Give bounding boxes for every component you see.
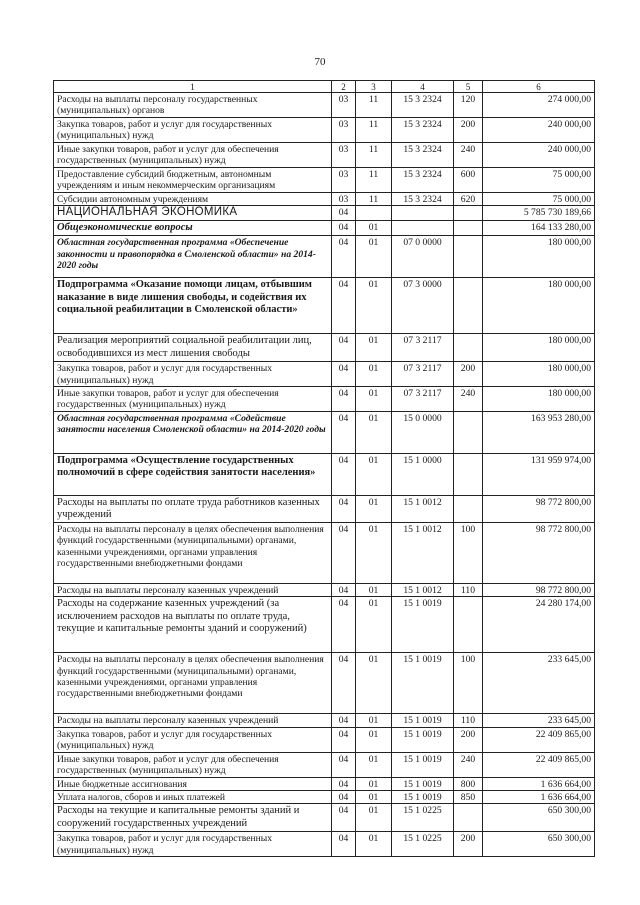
subsection-cell: 01 [356, 714, 392, 727]
row-name-cell: Расходы на содержание казенных учреждений (за исключением расходов на выплаты по оплате труда, текущие и капитальные ремонты зданий и сооружений) [54, 597, 332, 653]
amount-cell: 98 772 800,00 [483, 522, 595, 583]
table-row [54, 93, 595, 118]
expense-type-cell: 100 [454, 653, 483, 714]
row-name-cell: Закупка товаров, работ и услуг для государственных (муниципальных) нужд [54, 727, 332, 752]
subsection-cell: 11 [356, 117, 392, 142]
amount-cell: 98 772 800,00 [483, 495, 595, 522]
section-cell: 04 [332, 777, 356, 790]
target-code-cell [392, 206, 454, 221]
row-name-cell: Расходы на выплаты персоналу в целях обеспечения выполнения функций государственными (муниципальными) органами, казенными учреждениями, органами управления государственными внебюджетными фондами [54, 653, 332, 714]
table-row [54, 453, 595, 495]
amount-cell: 22 409 865,00 [483, 727, 595, 752]
section-cell: 03 [332, 117, 356, 142]
row-name-cell: Закупка товаров, работ и услуг для государственных (муниципальных) нужд [54, 832, 332, 857]
amount-cell: 650 300,00 [483, 832, 595, 857]
row-name-cell: Подпрограмма «Оказание помощи лицам, отбывшим наказание в виде лишения свободы, и содействия их социальной реабилитации в Смоленской области» [54, 278, 332, 334]
table-row [54, 804, 595, 832]
target-code-cell: 15 1 0019 [392, 653, 454, 714]
target-code-cell: 15 1 0019 [392, 714, 454, 727]
subsection-cell: 11 [356, 142, 392, 167]
subsection-cell: 01 [356, 777, 392, 790]
target-code-cell: 07 3 0000 [392, 278, 454, 334]
section-cell: 04 [332, 752, 356, 777]
page-number: 70 [314, 56, 326, 68]
row-name-cell: Субсидии автономным учреждениям [54, 192, 332, 205]
section-cell: 04 [332, 334, 356, 362]
subsection-cell: 01 [356, 727, 392, 752]
expense-type-cell: 200 [454, 362, 483, 387]
amount-cell: 22 409 865,00 [483, 752, 595, 777]
amount-cell: 24 280 174,00 [483, 597, 595, 653]
subsection-cell: 01 [356, 653, 392, 714]
table-row [54, 583, 595, 596]
row-name-cell: Расходы на текущие и капитальные ремонты зданий и сооружений государственных учреждений [54, 804, 332, 832]
section-cell: 04 [332, 804, 356, 832]
table-row [54, 832, 595, 857]
section-cell: 04 [332, 206, 356, 221]
subsection-cell: 01 [356, 752, 392, 777]
target-code-cell: 15 1 0225 [392, 804, 454, 832]
section-cell: 04 [332, 236, 356, 278]
table-row [54, 387, 595, 412]
table-row [54, 522, 595, 583]
section-cell: 04 [332, 411, 356, 453]
target-code-cell: 15 1 0012 [392, 495, 454, 522]
amount-cell: 233 645,00 [483, 714, 595, 727]
section-cell: 04 [332, 653, 356, 714]
section-cell: 04 [332, 362, 356, 387]
amount-cell: 75 000,00 [483, 192, 595, 205]
row-name-cell: Общеэкономические вопросы [54, 221, 332, 236]
row-name-cell: Иные закупки товаров, работ и услуг для обеспечения государственных (муниципальных) нужд [54, 752, 332, 777]
budget-table [53, 80, 595, 857]
expense-type-cell: 100 [454, 522, 483, 583]
expense-type-cell: 600 [454, 167, 483, 192]
expense-type-cell: 200 [454, 727, 483, 752]
expense-type-cell [454, 495, 483, 522]
amount-cell: 233 645,00 [483, 653, 595, 714]
subsection-cell: 11 [356, 93, 392, 118]
amount-cell: 75 000,00 [483, 167, 595, 192]
expense-type-cell [454, 334, 483, 362]
section-cell: 04 [332, 791, 356, 804]
table-row [54, 362, 595, 387]
subsection-cell: 01 [356, 334, 392, 362]
section-cell: 04 [332, 714, 356, 727]
row-name-cell: Подпрограмма «Осуществление государственных полномочий в сфере содействия занятости населения» [54, 453, 332, 495]
amount-cell: 1 636 664,00 [483, 791, 595, 804]
target-code-cell: 07 3 2117 [392, 334, 454, 362]
row-name-cell: НАЦИОНАЛЬНАЯ ЭКОНОМИКА [54, 206, 332, 221]
table-row [54, 597, 595, 653]
expense-type-cell [454, 804, 483, 832]
section-cell: 04 [332, 221, 356, 236]
table-row [54, 727, 595, 752]
table-row [54, 142, 595, 167]
table-row [54, 752, 595, 777]
row-name-cell: Реализация мероприятий социальной реабилитации лиц, освободившихся из мест лишения свободы [54, 334, 332, 362]
header-col-name: 1 [54, 81, 332, 93]
header-col-expense-type: 5 [454, 81, 483, 93]
expense-type-cell [454, 278, 483, 334]
section-cell: 03 [332, 192, 356, 205]
target-code-cell: 15 1 0225 [392, 832, 454, 857]
table-row [54, 206, 595, 221]
amount-cell: 163 953 280,00 [483, 411, 595, 453]
target-code-cell: 15 1 0019 [392, 752, 454, 777]
subsection-cell: 01 [356, 411, 392, 453]
row-name-cell: Уплата налогов, сборов и иных платежей [54, 791, 332, 804]
section-cell: 04 [332, 522, 356, 583]
subsection-cell: 01 [356, 278, 392, 334]
row-name-cell: Расходы на выплаты по оплате труда работников казенных учреждений [54, 495, 332, 522]
subsection-cell: 01 [356, 522, 392, 583]
table-row [54, 192, 595, 205]
target-code-cell: 15 3 2324 [392, 93, 454, 118]
table-row [54, 221, 595, 236]
amount-cell: 5 785 730 189,66 [483, 206, 595, 221]
section-cell: 04 [332, 727, 356, 752]
target-code-cell: 15 3 2324 [392, 192, 454, 205]
target-code-cell: 15 3 2324 [392, 142, 454, 167]
amount-cell: 274 000,00 [483, 93, 595, 118]
row-name-cell: Расходы на выплаты персоналу казенных учреждений [54, 583, 332, 596]
subsection-cell: 01 [356, 583, 392, 596]
subsection-cell: 11 [356, 167, 392, 192]
amount-cell: 131 959 974,00 [483, 453, 595, 495]
subsection-cell: 01 [356, 387, 392, 412]
amount-cell: 650 300,00 [483, 804, 595, 832]
row-name-cell: Расходы на выплаты персоналу государственных (муниципальных) органов [54, 93, 332, 118]
row-name-cell: Иные закупки товаров, работ и услуг для обеспечения государственных (муниципальных) нужд [54, 387, 332, 412]
section-cell: 04 [332, 583, 356, 596]
expense-type-cell: 240 [454, 142, 483, 167]
subsection-cell: 01 [356, 597, 392, 653]
target-code-cell: 15 1 0012 [392, 583, 454, 596]
target-code-cell: 15 1 0000 [392, 453, 454, 495]
subsection-cell: 01 [356, 453, 392, 495]
target-code-cell: 15 1 0019 [392, 597, 454, 653]
table-row [54, 653, 595, 714]
target-code-cell [392, 221, 454, 236]
target-code-cell: 07 3 2117 [392, 387, 454, 412]
expense-type-cell [454, 221, 483, 236]
expense-type-cell: 200 [454, 832, 483, 857]
expense-type-cell [454, 453, 483, 495]
amount-cell: 98 772 800,00 [483, 583, 595, 596]
target-code-cell: 07 3 2117 [392, 362, 454, 387]
subsection-cell: 01 [356, 832, 392, 857]
row-name-cell: Областная государственная программа «Обеспечение законности и правопорядка в Смоленской области» на 2014-2020 годы [54, 236, 332, 278]
target-code-cell: 15 1 0012 [392, 522, 454, 583]
row-name-cell: Иные закупки товаров, работ и услуг для обеспечения государственных (муниципальных) нужд [54, 142, 332, 167]
target-code-cell: 15 1 0019 [392, 727, 454, 752]
table-row [54, 714, 595, 727]
expense-type-cell: 110 [454, 583, 483, 596]
expense-type-cell [454, 236, 483, 278]
target-code-cell: 07 0 0000 [392, 236, 454, 278]
row-name-cell: Закупка товаров, работ и услуг для государственных (муниципальных) нужд [54, 362, 332, 387]
table-row [54, 236, 595, 278]
subsection-cell: 01 [356, 236, 392, 278]
section-cell: 04 [332, 453, 356, 495]
header-col-target-code: 4 [392, 81, 454, 93]
expense-type-cell: 800 [454, 777, 483, 790]
amount-cell: 164 133 280,00 [483, 221, 595, 236]
section-cell: 04 [332, 278, 356, 334]
section-cell: 03 [332, 93, 356, 118]
amount-cell: 180 000,00 [483, 387, 595, 412]
target-code-cell: 15 1 0019 [392, 777, 454, 790]
expense-type-cell: 200 [454, 117, 483, 142]
table-header-row [54, 81, 595, 93]
expense-type-cell: 240 [454, 387, 483, 412]
subsection-cell: 11 [356, 192, 392, 205]
section-cell: 04 [332, 495, 356, 522]
table-row [54, 278, 595, 334]
row-name-cell: Предоставление субсидий бюджетным, автономным учреждениям и иным некоммерческим организациям [54, 167, 332, 192]
expense-type-cell: 120 [454, 93, 483, 118]
amount-cell: 1 636 664,00 [483, 777, 595, 790]
subsection-cell: 01 [356, 495, 392, 522]
subsection-cell: 01 [356, 791, 392, 804]
subsection-cell: 01 [356, 221, 392, 236]
amount-cell: 180 000,00 [483, 278, 595, 334]
table-row [54, 117, 595, 142]
target-code-cell: 15 3 2324 [392, 167, 454, 192]
row-name-cell: Закупка товаров, работ и услуг для государственных (муниципальных) нужд [54, 117, 332, 142]
amount-cell: 180 000,00 [483, 334, 595, 362]
section-cell: 04 [332, 387, 356, 412]
amount-cell: 240 000,00 [483, 142, 595, 167]
target-code-cell: 15 0 0000 [392, 411, 454, 453]
header-col-subsection: 3 [356, 81, 392, 93]
section-cell: 03 [332, 167, 356, 192]
subsection-cell [356, 206, 392, 221]
amount-cell: 180 000,00 [483, 236, 595, 278]
target-code-cell: 15 1 0019 [392, 791, 454, 804]
expense-type-cell [454, 597, 483, 653]
table-row [54, 167, 595, 192]
subsection-cell: 01 [356, 804, 392, 832]
table-row [54, 495, 595, 522]
expense-type-cell [454, 206, 483, 221]
header-col-amount: 6 [483, 81, 595, 93]
table-row [54, 411, 595, 453]
subsection-cell: 01 [356, 362, 392, 387]
section-cell: 03 [332, 142, 356, 167]
table-row [54, 334, 595, 362]
row-name-cell: Расходы на выплаты персоналу казенных учреждений [54, 714, 332, 727]
row-name-cell: Расходы на выплаты персоналу в целях обеспечения выполнения функций государственными (муниципальными) органами, казенными учреждениями, органами управления государственными внебюджетными фондами [54, 522, 332, 583]
expense-type-cell: 620 [454, 192, 483, 205]
target-code-cell: 15 3 2324 [392, 117, 454, 142]
section-cell: 04 [332, 597, 356, 653]
expense-type-cell: 110 [454, 714, 483, 727]
table-row [54, 777, 595, 790]
expense-type-cell: 240 [454, 752, 483, 777]
header-col-section: 2 [332, 81, 356, 93]
row-name-cell: Областная государственная программа «Содействие занятости населения Смоленской области» на 2014-2020 годы [54, 411, 332, 453]
amount-cell: 180 000,00 [483, 362, 595, 387]
expense-type-cell [454, 411, 483, 453]
amount-cell: 240 000,00 [483, 117, 595, 142]
table-row [54, 791, 595, 804]
row-name-cell: Иные бюджетные ассигнования [54, 777, 332, 790]
expense-type-cell: 850 [454, 791, 483, 804]
section-cell: 04 [332, 832, 356, 857]
